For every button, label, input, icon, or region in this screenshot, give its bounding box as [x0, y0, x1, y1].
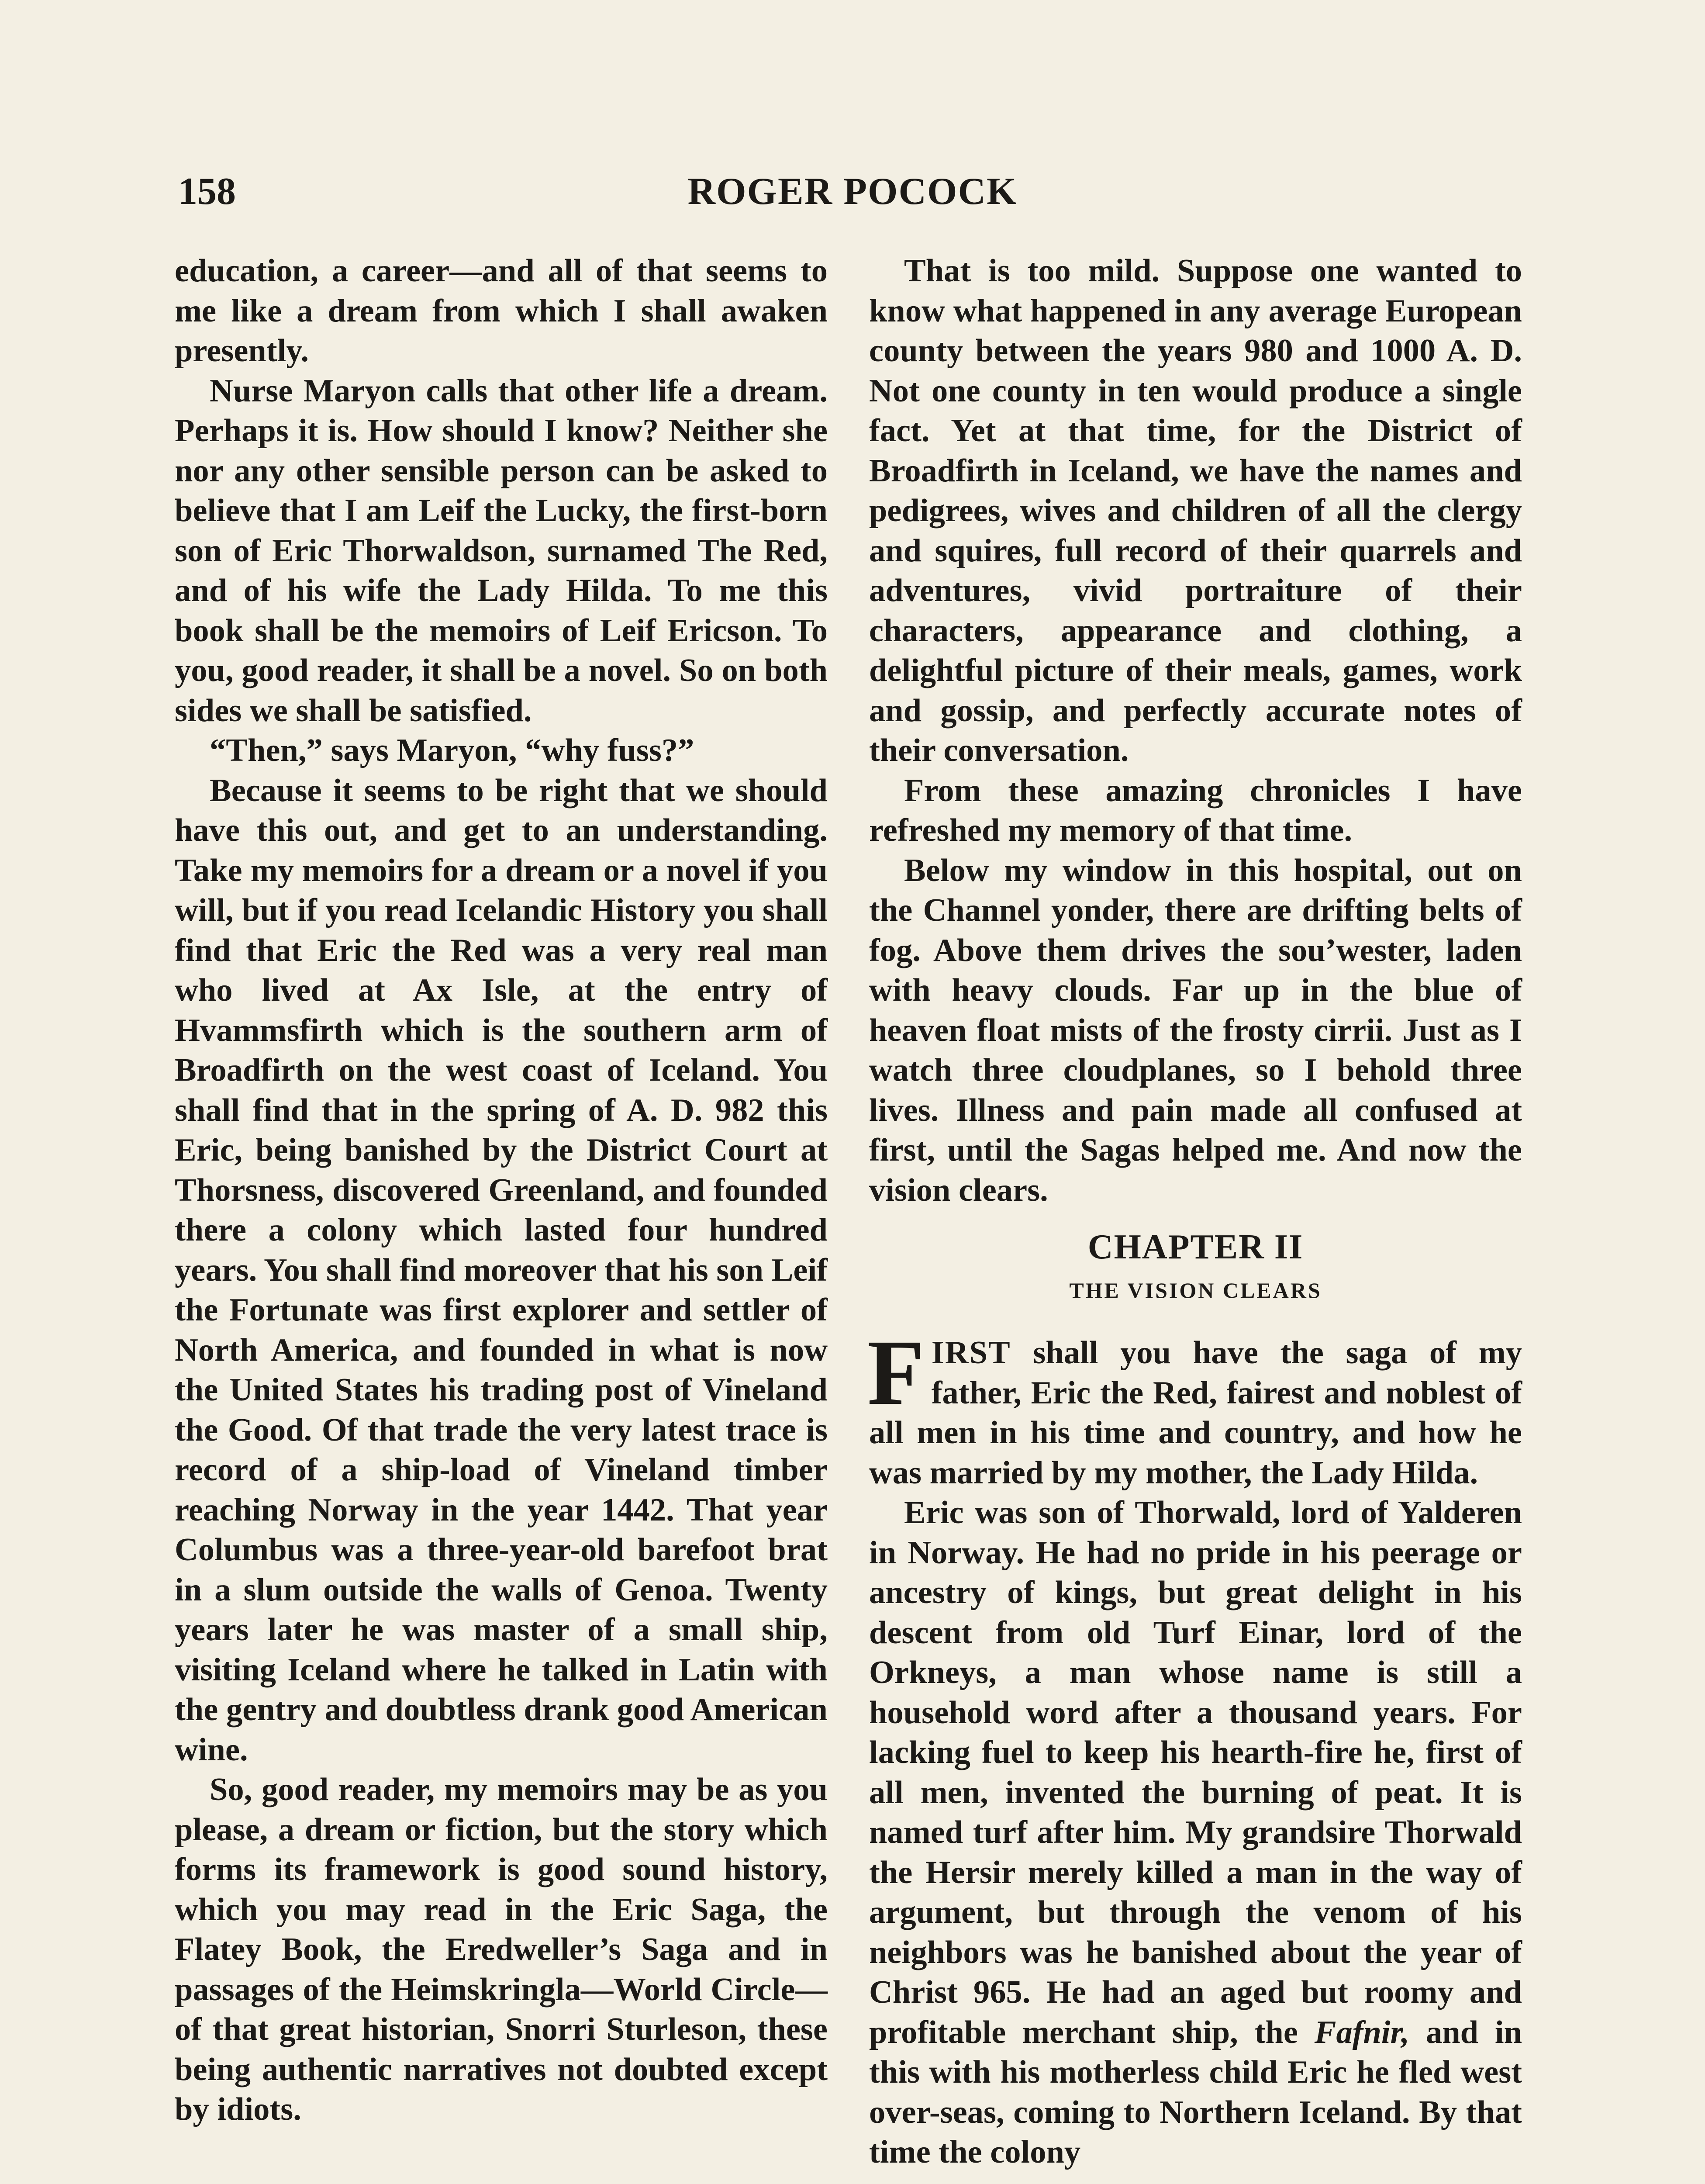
- right-column: [869, 251, 1522, 2173]
- page-number: 158: [178, 170, 236, 213]
- paragraph: Below my window in this hospital, out on the Channel yonder, there are drifting belts of fog. Above them drives the sou’wester, laden with heavy clouds. Far up in the blue of heaven float mists of the frosty cirrii. Just as I watch three cloudplanes, so I behold three lives. Illness and pain made all confused at first, until the Sagas helped me. And now the vision clears.: [869, 852, 1522, 1208]
- paragraph: Nurse Maryon calls that other life a dream. Perhaps it is. How should I know? Neither she nor any other sensible person can be asked to believe that I am Leif the Lucky, the first-born son of Eric Thorwaldson, surnamed The Red, and of his wife the Lady Hilda. To me this book shall be the memoirs of Leif Ericson. To you, good reader, it shall be a novel. So on both sides we shall be satisfied.: [175, 373, 828, 729]
- drop-cap: F: [867, 1321, 925, 1424]
- chapter-opening-paragraph: [867, 1321, 1522, 1493]
- chapter-title: CHAPTER II: [1087, 1228, 1304, 1266]
- page-header: [0, 169, 1705, 218]
- paragraph: That is too mild. Suppose one wanted to know what happened in any average European county between the years 980 and 1000 A. D. Not one county in ten would produce a single fact. Yet at that time, for the District of Broadfirth in Iceland, we have the names and pedigrees, wives and children of all the clergy and squires, full record of their quarrels and adventures, vivid portraiture of their characters, appearance and clothing, a delightful picture of their meals, games, work and gossip, and perfectly accurate notes of their conversation.: [869, 253, 1522, 768]
- paragraph: education, a career—and all of that seems to me like a dream from which I shall awaken presently.: [175, 253, 828, 369]
- paragraph: Because it seems to be right that we should have this out, and get to an understanding. Take my memoirs for a dream or a novel if you will, but if you read Icelandic History you shall find that Eric the Red was a very real man who lived at Ax Isle, at the entry of Hvammsfirth which is the southern arm of Broadfirth on the west coast of Iceland. You shall find that in the spring of A. D. 982 this Eric, being banished by the District Court at Thorsness, discovered Greenland, and founded there a colony which lasted four hundred years. You shall find moreover that his son Leif the Fortunate was first explorer and settler of North America, and founded in what is now the United States his trading post of Vineland the Good. Of that trade the very latest trace is record of a ship-load of Vineland timber reaching Norway in the year 1442. That year Columbus was a three-year-old barefoot brat in a slum outside the walls of Genoa. Twenty years later he was master of a small ship, visiting Iceland where he talked in Latin with the gentry and doubtless drank good American wine.: [175, 772, 828, 1768]
- paragraph-text: Eric was son of Thorwald, lord of Yalderen in Norway. He had no pride in his peerage or ancestry of kings, but great delight in his descent from old Turf Einar, lord of the Orkneys, a man whose name is still a household word after a thousand years. For lacking fuel to keep his hearth-fire he, first of all men, invented the burning of peat. It is named turf after him. My grandsire Thorwald the Hersir merely killed a man in the way of argument, but through the venom of his neighbors was he banished about the year of Christ 965. He had an aged but roomy and profitable merchant ship, the: [869, 1495, 1522, 2050]
- paragraph: [869, 1493, 1522, 2173]
- paragraph: “Then,” says Maryon, “why fuss?”: [210, 733, 694, 768]
- chapter-subtitle: THE VISION CLEARS: [1069, 1278, 1322, 1303]
- paragraph: From these amazing chronicles I have refreshed my memory of that time.: [869, 772, 1522, 848]
- opening-text: shall you have the saga of my father, Eric the Red, fairest and noblest of all men in his time and country, and how he was married by my mother, the Lady Hilda.: [869, 1335, 1522, 1491]
- running-head: ROGER POCOCK: [687, 170, 1018, 213]
- opening-word-rest: IRST: [931, 1335, 1011, 1371]
- left-column: [175, 251, 828, 2130]
- paragraph: So, good reader, my memoirs may be as you please, a dream or fiction, but the story which forms its framework is good sound history, which you may read in the Eric Saga, the Flatey Book, the Eredweller’s Saga and in passages of the Heimskringla—World Circle—of that great historian, Snorri Sturleson, these being authentic narratives not doubted except by idiots.: [175, 1772, 828, 2127]
- ship-name: Fafnir,: [1314, 2014, 1410, 2050]
- paragraph-text-end: and in this with his motherless child Eric he fled west over-seas, coming to Northern Iceland. By that time the colony: [869, 2014, 1522, 2170]
